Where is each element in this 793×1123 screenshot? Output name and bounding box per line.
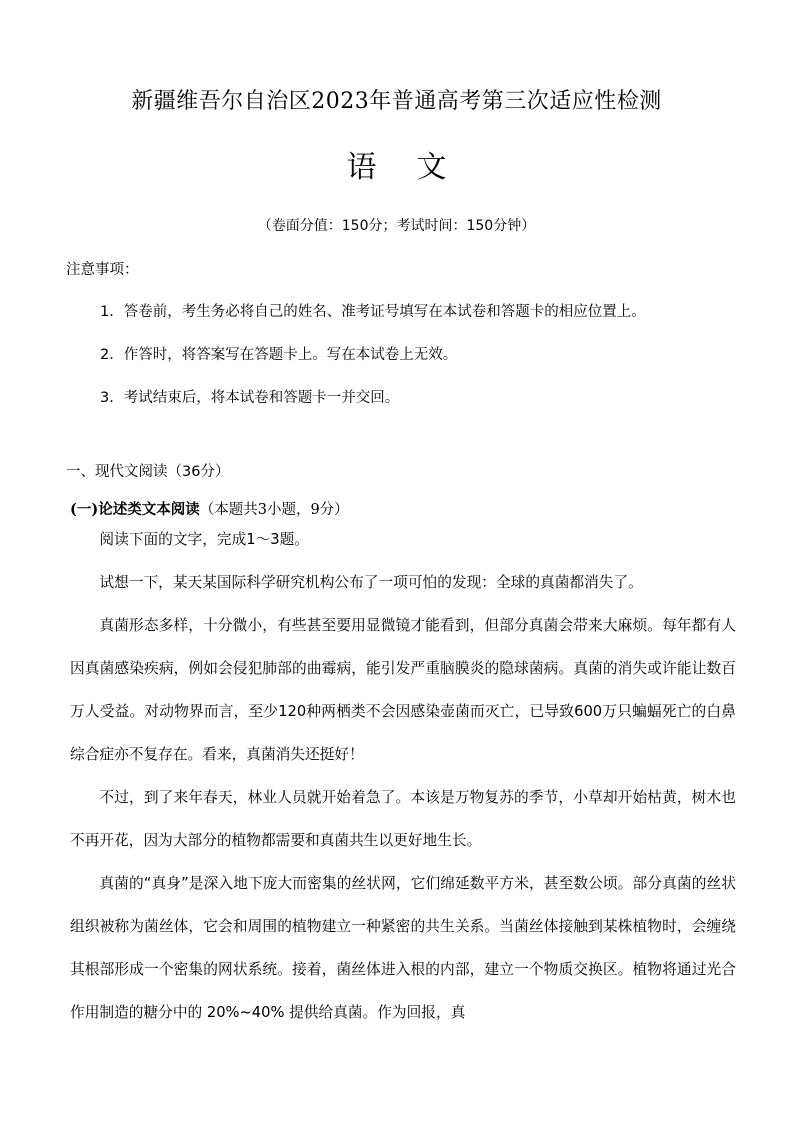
article-paragraph-4: 真菌的“真身”是深入地下庞大而密集的丝状网，它们绵延数平方米，甚至数公顷。部分真菌的丝状组织被称为菌丝体，它会和周围的植物建立一种紧密的共生关系。当菌丝体接触到某株植物时，会缠绕其根部形成一个密集的网状系统。接着，菌丝体进入根的内部，建立一个物质交换区。植物将通过光合作用制造的糖分中的 20%~40% 提供给真菌。作为回报，真: [70, 875, 736, 1021]
article-paragraph-1: 试想一下，某天某国际科学研究机构公布了一项可怕的发现：全球的真菌都消失了。: [99, 574, 643, 591]
subsection-heading-rest: （本题共3小题，9分）: [199, 502, 349, 518]
article-paragraph-3: 不过，到了来年春天，林业人员就开始着急了。本该是万物复苏的季节，小草却开始枯黄，树木也不再开花，因为大部分的植物都需要和真菌共生以更好地生长。: [70, 789, 736, 849]
section-heading: 一、现代文阅读（36分）: [66, 464, 230, 480]
article-paragraph-2: 真菌形态多样，十分微小，有些甚至要用显微镜才能看到，但部分真菌会带来大麻烦。每年都有人因真菌感染疾病，例如会侵犯肺部的曲霉病，能引发严重脑膜炎的隐球菌病。真菌的消失或许能让数百万人受益。对动物界而言，至少120种两栖类不会因感染壶菌而灭亡，已导致600万只蝙蝠死亡的白鼻综合症亦不复存在。看来，真菌消失还挺好！: [70, 617, 736, 763]
notice-item-1: 1．答卷前，考生务必将自己的姓名、准考证号填写在本试卷和答题卡的相应位置上。: [100, 304, 646, 320]
subject-title: 语文: [346, 150, 487, 185]
exam-info: （卷面分值：150分；考试时间：150分钟）: [257, 218, 536, 234]
notice-item-2: 2．作答时，将答案写在答题卡上。写在本试卷上无效。: [100, 347, 458, 363]
subsection-heading-bold: (一)论述类文本阅读: [70, 501, 200, 518]
notice-heading: 注意事项：: [66, 262, 139, 278]
subsection-heading: [70, 498, 349, 519]
reading-instruction: 阅读下面的文字，完成1～3题。: [99, 531, 310, 548]
notice-item-3: 3．考试结束后，将本试卷和答题卡一并交回。: [100, 390, 400, 406]
exam-title: 新疆维吾尔自治区2023年普通高考第三次适应性检测: [131, 89, 662, 114]
